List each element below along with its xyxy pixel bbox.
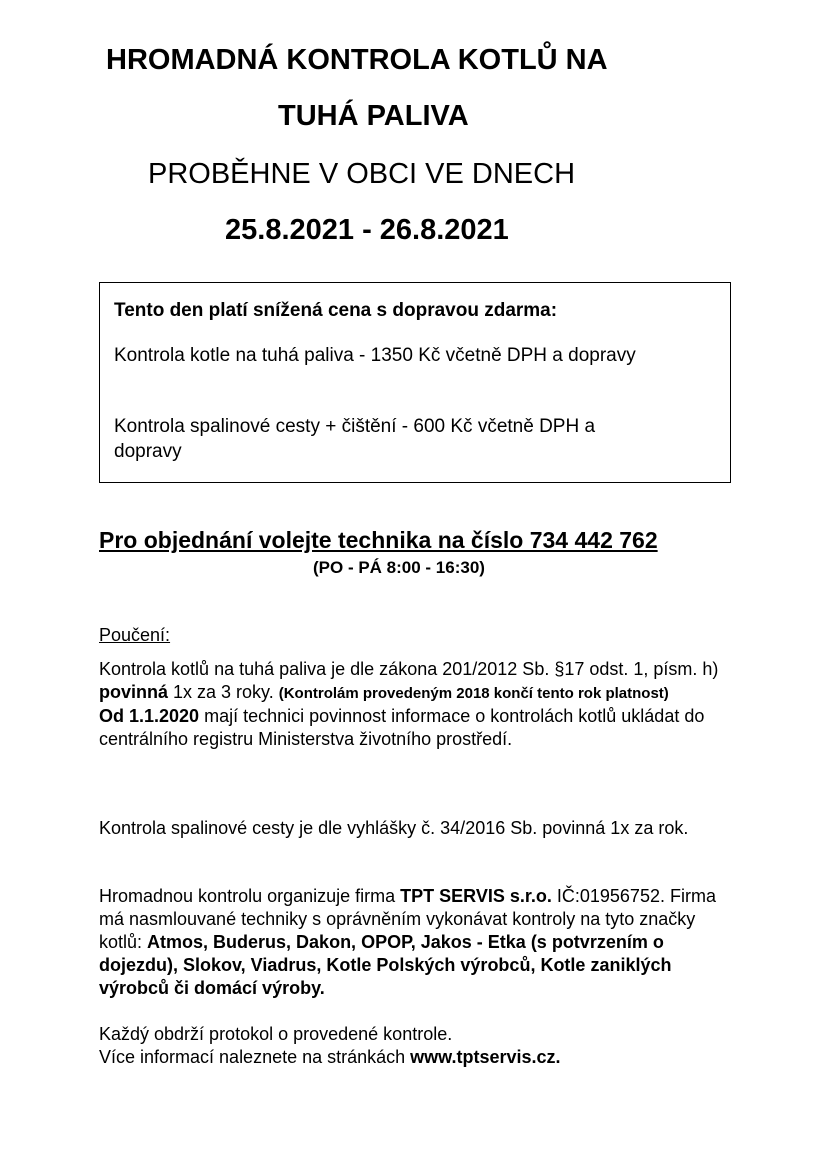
- heading-subtitle: PROBĚHNE V OBCI VE DNECH: [148, 158, 576, 190]
- text: mají technici povinnost informace o kontrolách kotlů ukládat do centrálního registru Ministerstva životního prostředí.: [99, 706, 705, 749]
- heading-line-1: HROMADNÁ KONTROLA KOTLŮ NA: [106, 44, 608, 76]
- text-bold: povinná: [99, 682, 169, 702]
- text-note: (Kontrolám provedeným 2018 končí tento rok platnost): [278, 685, 669, 702]
- text: Kontrola kotlů na tuhá paliva je dle zákona 201/2012 Sb. §17 odst. 1, písm. h): [99, 659, 719, 679]
- heading-line-2: TUHÁ PALIVA: [278, 100, 469, 132]
- price-box: [99, 282, 731, 483]
- text: Každý obdrží protokol o provedené kontrole.: [99, 1024, 453, 1044]
- order-phone-line: Pro objednání volejte technika na číslo 734 442 762: [99, 527, 658, 553]
- price-line-boiler: Kontrola kotle na tuhá paliva - 1350 Kč včetně DPH a dopravy: [114, 345, 636, 366]
- info-paragraph-law: [99, 658, 729, 751]
- info-paragraph-protocol: [99, 1023, 729, 1069]
- info-paragraph-organizer: [99, 885, 729, 1000]
- text: 1x za 3 roky.: [168, 682, 279, 702]
- price-box-header: Tento den platí snížená cena s dopravou zdarma:: [114, 300, 558, 321]
- text-bold: Od 1.1.2020: [99, 706, 200, 726]
- company-name: TPT SERVIS s.r.o.: [400, 886, 552, 906]
- text: IČ:01956752. Firma má nasmlouvané techniky s oprávněním vykonávat kontroly na tyto značky kotlů:: [99, 886, 716, 952]
- website-link[interactable]: www.tptservis.cz.: [410, 1047, 561, 1067]
- info-paragraph-flue: Kontrola spalinové cesty je dle vyhlášky č. 34/2016 Sb. povinná 1x za rok.: [99, 818, 689, 838]
- heading-dates: 25.8.2021 - 26.8.2021: [225, 214, 509, 246]
- price-line-flue: Kontrola spalinové cesty + čištění - 600 Kč včetně DPH a dopravy: [114, 416, 596, 462]
- info-title: Poučení:: [99, 625, 171, 645]
- text: Více informací naleznete na stránkách: [99, 1047, 411, 1067]
- text: Hromadnou kontrolu organizuje firma: [99, 886, 401, 906]
- brand-list: Atmos, Buderus, Dakon, OPOP, Jakos - Etka (s potvrzením o dojezdu), Slokov, Viadrus, Kotle Polských výrobců, Kotle zaniklých výrobců či domácí výroby.: [99, 932, 672, 998]
- order-hours: (PO - PÁ 8:00 - 16:30): [313, 558, 485, 577]
